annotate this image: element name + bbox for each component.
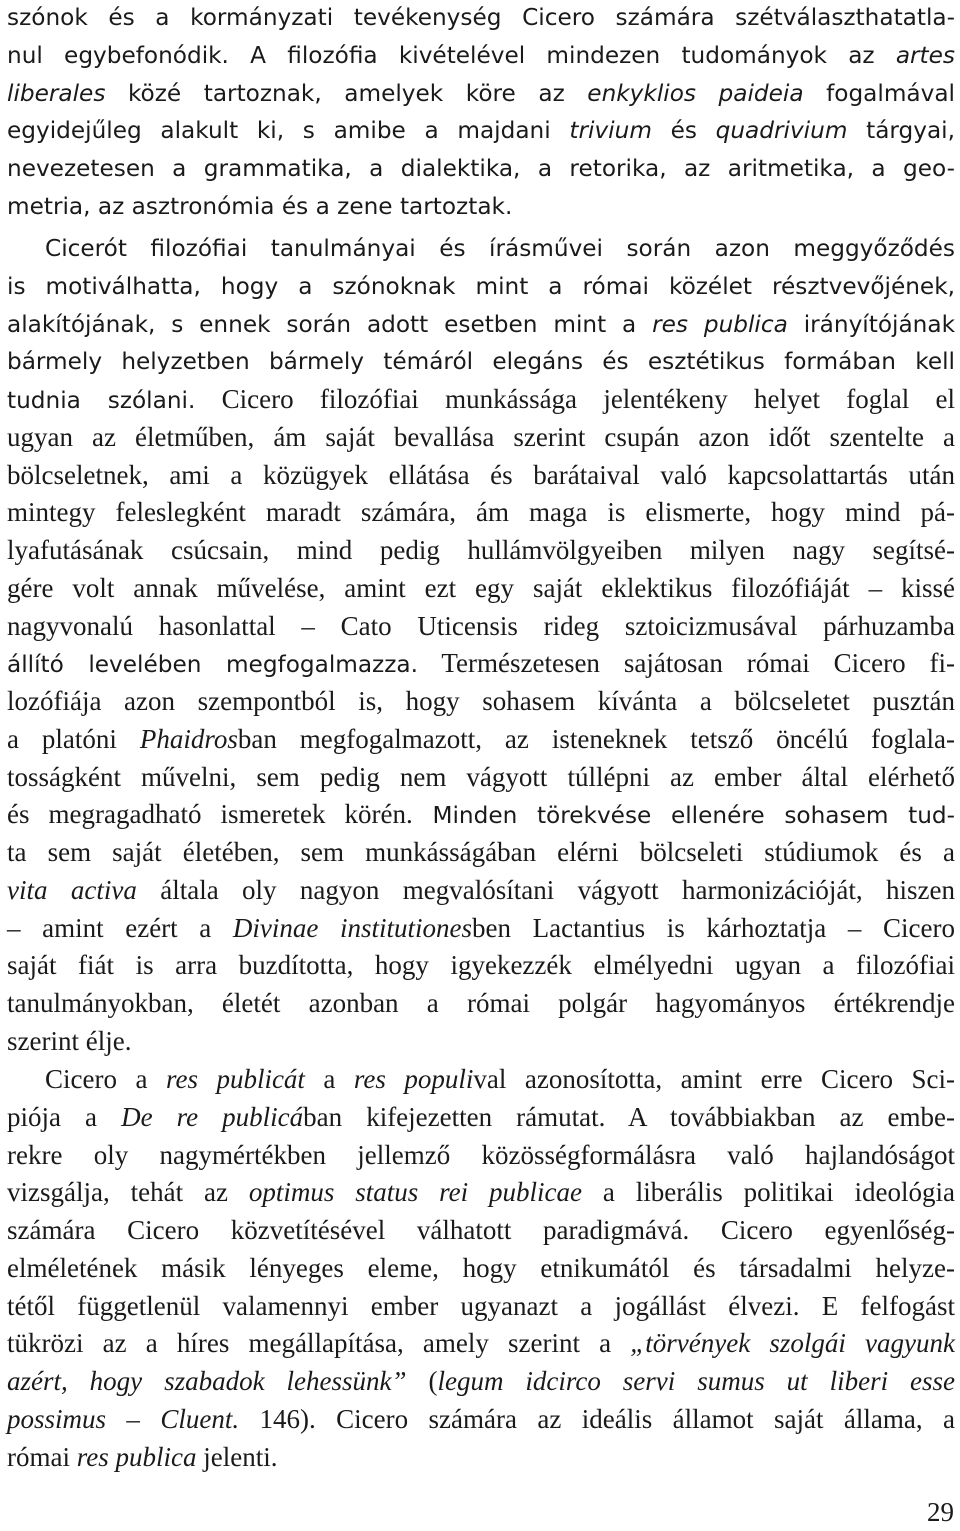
text-line bbox=[7, 1439, 955, 1477]
paragraph-3 bbox=[7, 1061, 955, 1476]
text-run: 146). Cicero számára az ideális államot saját állama, a bbox=[239, 1403, 955, 1434]
text-line bbox=[7, 419, 955, 457]
text-line bbox=[7, 1363, 955, 1401]
italic-text: res publicát bbox=[165, 1064, 305, 1094]
text-line bbox=[7, 1288, 955, 1326]
italic-text: Divinae institutiones bbox=[232, 912, 473, 943]
italic-text: vita activa bbox=[7, 874, 137, 905]
text-line bbox=[7, 872, 955, 910]
text-run: ( bbox=[406, 1366, 438, 1396]
text-run: tanulmányokban, életét azonban a római polgár hagyományos értékrendje bbox=[7, 988, 955, 1018]
text-run: ugyan az életműben, ám saját bevallása szerint csupán azon időt szentelte a bbox=[7, 421, 955, 452]
text-run: is motiválhatta, hogy a szónoknak mint a római közélet résztvevőjének, bbox=[7, 272, 955, 300]
text-line bbox=[7, 306, 955, 344]
text-run: metria, az asztronómia és a zene tartoztak. bbox=[7, 192, 513, 220]
text-run: irányítójának bbox=[787, 310, 955, 338]
text-line bbox=[7, 268, 955, 306]
text-run: mintegy feleslegként maradt számára, ám maga is elismerte, hogy mind pá- bbox=[7, 497, 955, 528]
text-run: lyafutásának csúcsain, mind pedig hullámvölgyeiben milyen nagy segítsé- bbox=[7, 535, 955, 565]
text-run: számára Cicero közvetítésével válhatott paradigmává. Cicero egyenlőség- bbox=[7, 1215, 955, 1245]
italic-text: „törvények szolgái vagyunk bbox=[630, 1328, 955, 1359]
text-line bbox=[7, 1325, 955, 1363]
text-run: szerint élje. bbox=[7, 1025, 132, 1056]
text-run: ban megfogalmazott, az isteneknek tetsző öncélú foglala- bbox=[237, 723, 955, 754]
text-line bbox=[7, 759, 955, 797]
italic-text: azért, hogy szabadok lehessünk” bbox=[7, 1366, 407, 1396]
text-line bbox=[7, 37, 955, 75]
text-run: Cicero a bbox=[45, 1064, 166, 1094]
text-line bbox=[7, 721, 955, 759]
text-run: – amint ezért a bbox=[7, 912, 233, 943]
text-line bbox=[7, 112, 955, 150]
text-line bbox=[7, 570, 955, 608]
text-run: Természetesen sajátosan római Cicero fi- bbox=[417, 648, 955, 679]
page-number: 29 bbox=[927, 1497, 954, 1527]
italic-text: liberales bbox=[7, 79, 106, 107]
text-line bbox=[7, 150, 955, 188]
text-line bbox=[7, 910, 955, 948]
text-line bbox=[7, 381, 955, 419]
text-run: saját fiát is arra buzdította, hogy igyekezzék elmélyedni ugyan a filozófiai bbox=[7, 950, 955, 981]
text-run: lozófiája azon szempontból is, hogy sohasem kívánta a bölcseletet pusztán bbox=[7, 686, 955, 716]
text-line bbox=[7, 645, 955, 683]
text-run: rekre oly nagymértékben jellemző közösségformálásra való hajlandóságot bbox=[7, 1139, 955, 1170]
text-line bbox=[7, 494, 955, 532]
text-line bbox=[7, 834, 955, 872]
text-line bbox=[7, 230, 955, 268]
text-run: val azonosította, amint erre Cicero Sci- bbox=[473, 1064, 956, 1094]
text-run: Minden törekvése ellenére sohasem tud- bbox=[412, 802, 955, 830]
text-run: egyidejűleg alakult ki, s amibe a majdani bbox=[7, 117, 570, 145]
text-run: bármely helyzetben bármely témáról elegáns és esztétikus formában kell bbox=[7, 348, 955, 376]
text-line bbox=[7, 1023, 955, 1061]
text-run: vizsgálja, tehát az bbox=[7, 1177, 249, 1208]
paragraph-2 bbox=[7, 230, 955, 1061]
text-run: állító levelében megfogalmazza. bbox=[7, 651, 418, 679]
italic-text: optimus status rei publicae bbox=[248, 1177, 583, 1208]
text-run: a liberális politikai ideológia bbox=[582, 1177, 956, 1208]
text-line bbox=[7, 608, 955, 646]
italic-text: artes bbox=[895, 41, 955, 69]
text-run: gére volt annak művelése, amint ezt egy saját eklektikus filozófiáját – kissé bbox=[7, 572, 955, 603]
text-run: nagyvonalú hasonlattal – Cato Uticensis rideg sztoicizmusával párhuzamba bbox=[7, 610, 955, 641]
text-line bbox=[7, 75, 955, 113]
italic-text: trivium bbox=[569, 117, 652, 145]
italic-text: res publica bbox=[652, 310, 788, 338]
text-run: nevezetesen a grammatika, a dialektika, a retorika, az aritmetika, a geo- bbox=[7, 155, 955, 182]
text-run: jelenti. bbox=[196, 1441, 278, 1472]
text-run: ta sem saját életében, sem munkásságában elérni bölcseleti stúdiumok és a bbox=[7, 837, 955, 867]
text-run: Cicero filozófiai munkássága jelentékeny helyet foglal el bbox=[195, 384, 955, 414]
text-run: nul egybefonódik. A filozófia kivételével mindezen tudományok az bbox=[7, 41, 896, 69]
italic-text: quadrivium bbox=[715, 117, 848, 145]
text-run: ban kifejezetten rámutat. A továbbiakban az embe- bbox=[303, 1101, 955, 1132]
text-run: bölcseletnek, ami a közügyek ellátása és barátaival való kapcsolattartás után bbox=[7, 459, 955, 490]
text-line bbox=[7, 1099, 955, 1137]
text-run: és bbox=[651, 117, 716, 145]
text-run: tosságként művelni, sem pedig nem vágyott túllépni az ember által elérhető bbox=[7, 761, 955, 792]
italic-text: Phaidros bbox=[139, 723, 238, 754]
paragraph-1 bbox=[7, 0, 955, 226]
text-run: általa oly nagyon megvalósítani vágyott harmonizációját, hiszen bbox=[136, 874, 955, 905]
text-run: közé tartoznak, amelyek köre az bbox=[105, 79, 588, 107]
text-run: fogalmával bbox=[803, 79, 955, 107]
text-line bbox=[7, 985, 955, 1023]
text-run: tudnia szólani. bbox=[7, 387, 196, 414]
text-line bbox=[7, 457, 955, 495]
text-run: római bbox=[7, 1441, 77, 1472]
text-run: elméletének másik lényeges eleme, hogy etnikumától és társadalmi helyze- bbox=[7, 1252, 955, 1283]
text-line bbox=[7, 343, 955, 381]
italic-text: res publica bbox=[76, 1441, 197, 1472]
text-run: tükrözi az a híres megállapítása, amely szerint a bbox=[7, 1328, 631, 1359]
text-line bbox=[7, 0, 955, 37]
text-line bbox=[7, 1174, 955, 1212]
text-line bbox=[7, 796, 955, 834]
text-run: a bbox=[304, 1064, 354, 1094]
text-line bbox=[7, 1250, 955, 1288]
text-run: a platóni bbox=[7, 723, 140, 754]
text-run: alakítójának, s ennek során adott esetben mint a bbox=[7, 310, 653, 338]
text-run: tárgyai, bbox=[847, 117, 955, 145]
text-run: és megragadható ismeretek körén. bbox=[7, 799, 413, 830]
text-line bbox=[7, 1401, 955, 1439]
text-run: Cicerót filozófiai tanulmányai és írásművei során azon meggyőződés bbox=[45, 235, 955, 262]
italic-text: possimus – Cluent. bbox=[7, 1403, 240, 1434]
text-line bbox=[7, 1212, 955, 1250]
text-run: piója a bbox=[7, 1101, 122, 1132]
text-line bbox=[7, 947, 955, 985]
text-run: ben Lactantius is kárhoztatja – Cicero bbox=[472, 912, 955, 943]
text-line bbox=[7, 532, 955, 570]
text-line bbox=[7, 188, 955, 226]
text-line bbox=[7, 683, 955, 721]
text-line bbox=[7, 1137, 955, 1175]
text-line bbox=[7, 1061, 955, 1099]
italic-text: De re publicá bbox=[121, 1101, 304, 1132]
text-run: szónok és a kormányzati tevékenység Cicero számára szétválaszthatatla- bbox=[7, 4, 955, 31]
italic-text: legum idcirco servi sumus ut liberi esse bbox=[437, 1366, 955, 1396]
text-run: tétől függetlenül valamennyi ember ugyanazt a jogállást élvezi. E felfogást bbox=[7, 1290, 955, 1321]
italic-text: enkyklios paideia bbox=[587, 79, 804, 107]
italic-text: res populi bbox=[353, 1064, 474, 1094]
